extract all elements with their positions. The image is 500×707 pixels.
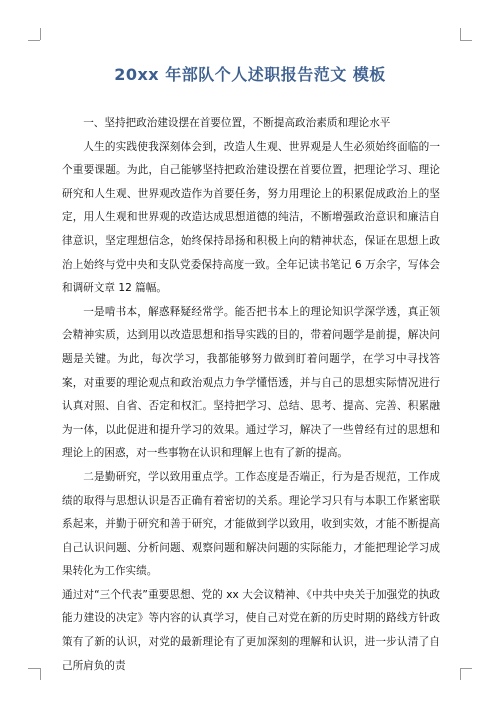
document-body — [62, 112, 440, 678]
document-title: 20xx 年部队个人述职报告范文 模板 — [114, 65, 386, 84]
crop-mark-bottom-left — [28, 668, 40, 669]
body-paragraph: 二是勤研究，学以致用重点学。工作态度是否端正，行为是否规范，工作成绩的取得与思想认识是否正确有着密切的关系。理论学习只有与本职工作紧密联系起来，并勤于研究和善于研究，才能做到学以致用，收到实效，才能不断提高自己认识问题、分析问题、观察问题和解决问题的实际能力，才能把理论学习成果转化为工作实绩。 — [62, 470, 440, 578]
body-paragraph: 人生的实践使我深刻体会到，改造人生观、世界观是人生必须始终面临的一个重要课题。为此，自己能够坚持把政治建设摆在首要位置，把理论学习、理论研究和人生观、世界观改造作为首要任务，努力用理论上的积累促成政治上的坚定，用人生观和世界观的改造达成思想道德的纯洁，不断增强政治意识和廉洁自律意识，坚定理想信念，始终保持昂扬和积极上向的精神状态，保证在思想上政治上始终与党中央和支队党委保持高度一致。全年记读书笔记 6 万余字，写体会和调研文章 12 篇幅。 — [62, 140, 440, 295]
crop-mark-top-left — [40, 28, 41, 40]
crop-mark-bottom-right — [460, 668, 472, 669]
section-heading: 一、坚持把政治建设摆在首要位置，不断提高政治素质和理论水平 — [83, 117, 391, 129]
crop-mark-top-left — [28, 40, 40, 41]
crop-mark-bottom-right — [460, 668, 461, 680]
body-paragraph: 通过对“三个代表”重要思想、党的 xx 大会议精神、《中共中央关于加强党的执政能力建设的决定》等内容的认真学习，使自己对党在新的历史时期的路线方针政策有了新的认识，对党的最新理论有了更加深刻的理解和认识，进一步认清了自己所肩负的责 — [62, 588, 440, 672]
crop-mark-top-right — [460, 40, 472, 41]
crop-mark-top-right — [460, 28, 461, 40]
crop-mark-bottom-left — [40, 668, 41, 680]
body-paragraph: 一是啃书本，解惑释疑经常学。能否把书本上的理论知识学深学透，真正领会精神实质，达到用以改造思想和指导实践的目的，带着问题学是前提，解决问题是关键。为此，每次学习，我都能够努力做到盯着问题学，在学习中寻找答案，对重要的理论观点和政治观点力争学懂悟透，并与自己的思想实际情况进行认真对照、自省、否定和权汇。坚持把学习、总结、思考、提高、完善、积累融为一体，以此促进和提升学习的效果。通过学习，解决了一些曾经有过的思想和理论上的困惑，对一些事物在认识和理解上也有了新的提高。 — [62, 305, 440, 460]
